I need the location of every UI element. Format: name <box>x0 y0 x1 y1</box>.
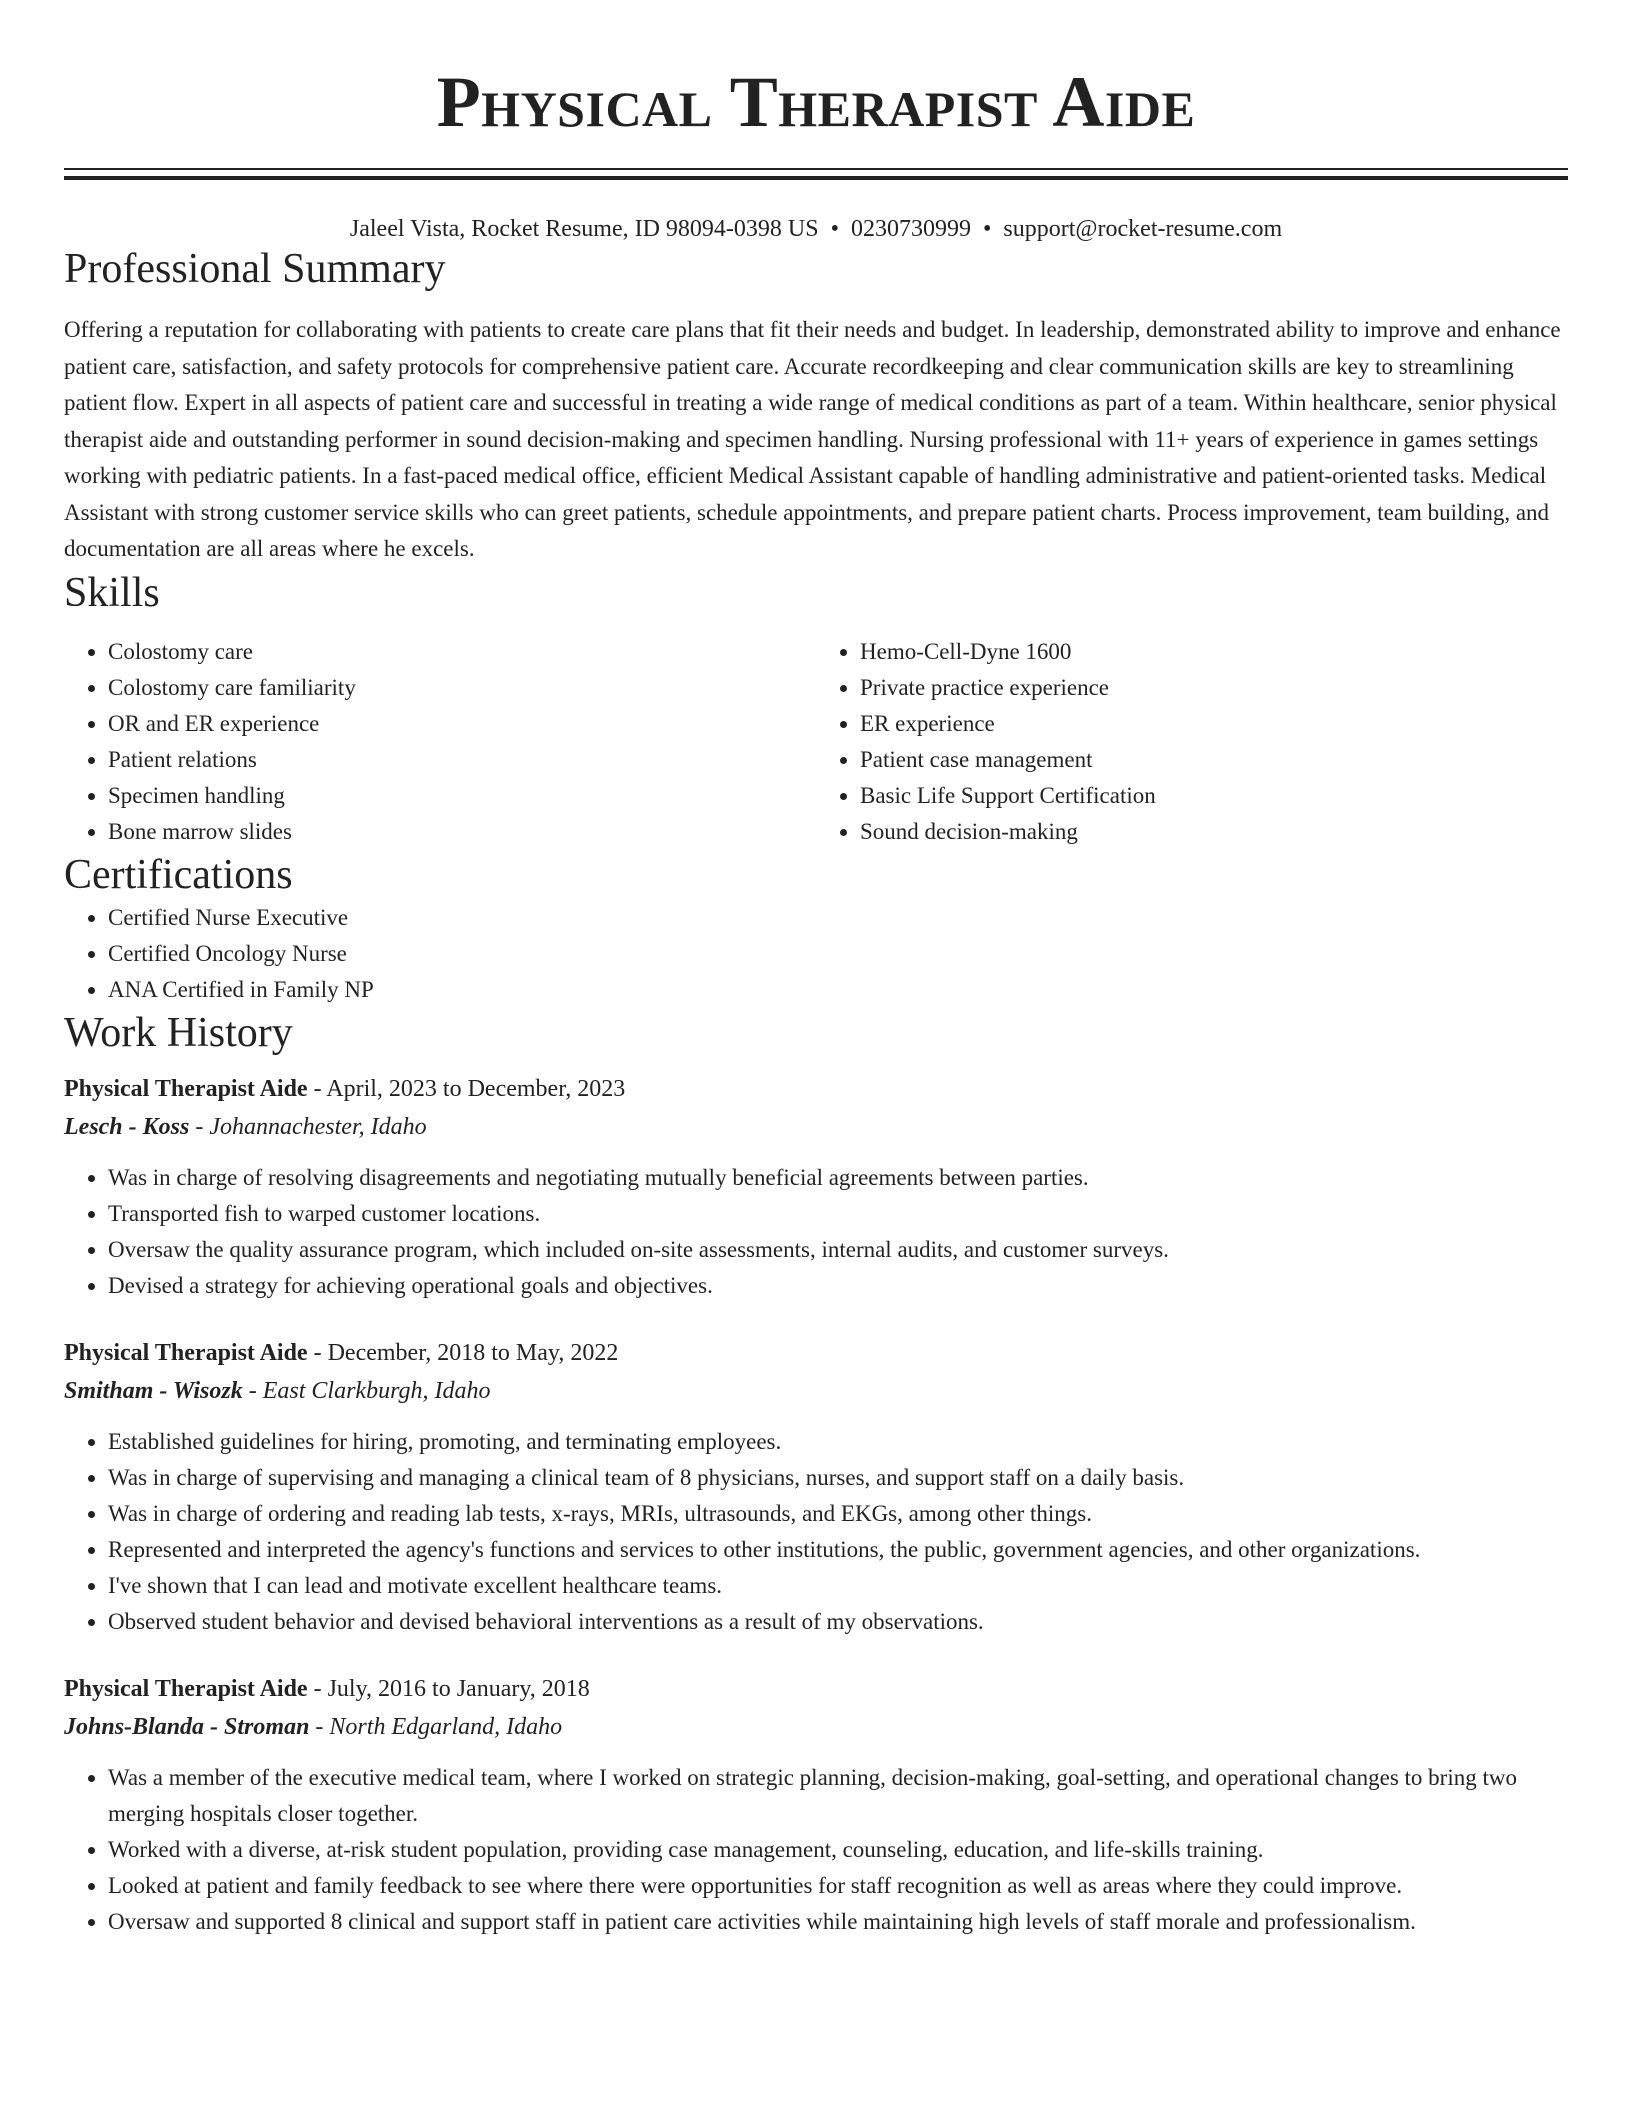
job-duty: • Represented and interpreted the agency's functions and services to other institutions, the public, government agencies, and other organizations. <box>108 1532 1568 1568</box>
skills-heading: Skills <box>64 569 160 616</box>
job-duty: • Transported fish to warped customer locations. <box>108 1196 1568 1232</box>
job-company: Lesch - Koss <box>64 1113 190 1140</box>
skills-columns <box>64 634 1568 850</box>
job-duty: • Was in charge of supervising and managing a clinical team of 8 physicians, nurses, and support staff on a daily basis. <box>108 1460 1568 1496</box>
skill-item: • Sound decision-making <box>860 814 1568 850</box>
job-title-line <box>64 1334 1568 1372</box>
job-location: Johannachester, Idaho <box>209 1113 427 1140</box>
certifications-list <box>64 900 1568 1008</box>
skill-item: • Bone marrow slides <box>108 814 816 850</box>
job-location: North Edgarland, Idaho <box>329 1713 563 1740</box>
job-entry <box>64 1070 1568 1304</box>
job-entry <box>64 1670 1568 1940</box>
job-company: Smitham - Wisozk <box>64 1377 243 1404</box>
job-dash: - <box>309 1713 330 1740</box>
job-company-line <box>64 1708 1568 1746</box>
job-duty: • Looked at patient and family feedback to see where there were opportunities for staff recognition as well as areas where they could improve. <box>108 1868 1568 1904</box>
skill-item: • OR and ER experience <box>108 706 816 742</box>
job-duty: • Observed student behavior and devised behavioral interventions as a result of my observations. <box>108 1604 1568 1640</box>
job-duty: • Was in charge of ordering and reading lab tests, x-rays, MRIs, ultrasounds, and EKGs, among other things. <box>108 1496 1568 1532</box>
skill-item: • Patient relations <box>108 742 816 778</box>
job-company-line <box>64 1372 1568 1410</box>
contact-email: support@rocket-resume.com <box>1003 216 1283 242</box>
skill-item: • Hemo-Cell-Dyne 1600 <box>860 634 1568 670</box>
job-dash: - <box>189 1113 210 1140</box>
job-dates: July, 2016 to January, 2018 <box>327 1675 590 1702</box>
resume-title: Physical Therapist Aide <box>436 62 1196 142</box>
resume-page <box>64 0 1568 1940</box>
contact-separator: • <box>830 216 840 242</box>
job-duty: • Oversaw the quality assurance program, which included on-site assessments, internal audits, and customer surveys. <box>108 1232 1568 1268</box>
job-dash: - <box>307 1075 327 1102</box>
skill-item: • Colostomy care <box>108 634 816 670</box>
title-rule-thin <box>64 168 1568 170</box>
skill-item: • Private practice experience <box>860 670 1568 706</box>
job-dash: - <box>242 1377 263 1404</box>
job-duty: • Oversaw and supported 8 clinical and support staff in patient care activities while maintaining high levels of staff morale and professionalism. <box>108 1904 1568 1940</box>
job-title-line <box>64 1670 1568 1708</box>
job-role: Physical Therapist Aide <box>64 1675 308 1702</box>
job-company: Johns-Blanda - Stroman <box>64 1713 310 1740</box>
job-duties-list <box>64 1424 1568 1640</box>
job-location: East Clarkburgh, Idaho <box>262 1377 491 1404</box>
contact-phone: 0230730999 <box>851 216 972 242</box>
job-duty: • Devised a strategy for achieving operational goals and objectives. <box>108 1268 1568 1304</box>
contact-separator: • <box>983 216 992 242</box>
skill-item: • ER experience <box>860 706 1568 742</box>
summary-heading: Professional Summary <box>64 246 446 292</box>
job-duty: • Established guidelines for hiring, promoting, and terminating employees. <box>108 1424 1568 1460</box>
job-dates: December, 2018 to May, 2022 <box>327 1339 619 1366</box>
job-duty: • Was in charge of resolving disagreements and negotiating mutually beneficial agreements between parties. <box>108 1160 1568 1196</box>
title-rule-thick <box>64 176 1568 180</box>
skills-list-left <box>64 634 816 850</box>
work-history-heading: Work History <box>64 1009 293 1056</box>
certification-item: • Certified Nurse Executive <box>108 900 1568 936</box>
certification-item: • ANA Certified in Family NP <box>108 972 1568 1008</box>
certification-item: • Certified Oncology Nurse <box>108 936 1568 972</box>
job-duties-list <box>64 1160 1568 1304</box>
job-duty: • Was a member of the executive medical team, where I worked on strategic planning, decision-making, goal-setting, and operational changes to bring two merging hospitals closer together. <box>108 1760 1568 1832</box>
job-duties-list <box>64 1760 1568 1940</box>
job-entry <box>64 1334 1568 1640</box>
skill-item: • Basic Life Support Certification <box>860 778 1568 814</box>
skill-item: • Colostomy care familiarity <box>108 670 816 706</box>
contact-address: Jaleel Vista, Rocket Resume, ID 98094-0398 US <box>349 216 819 242</box>
job-duty: • I've shown that I can lead and motivate excellent healthcare teams. <box>108 1568 1568 1604</box>
skill-item: • Specimen handling <box>108 778 816 814</box>
certifications-heading: Certifications <box>64 851 293 898</box>
job-dash: - <box>307 1339 328 1366</box>
skill-item: • Patient case management <box>860 742 1568 778</box>
job-company-line <box>64 1108 1568 1146</box>
job-dates: April, 2023 to December, 2023 <box>326 1075 626 1102</box>
contact-line <box>64 214 1568 244</box>
summary-text: Offering a reputation for collaborating with patients to create care plans that fit their needs and budget. In leadership, demonstrated ability to improve and enhance patient care, satisfaction, and safety protocols for comprehensive patient care. Accurate recordkeeping and clear communication skills are key to streamlining patient flow. Expert in all aspects of patient care and successful in treating a wide range of medical conditions as part of a team. Within healthcare, senior physical therapist aide and outstanding performer in sound decision-making and specimen handling. Nursing professional with 11+ years of experience in games settings working with pediatric patients. In a fast-paced medical office, efficient Medical Assistant capable of handling administrative and patient-oriented tasks. Medical Assistant with strong customer service skills who can greet patients, schedule appointments, and prepare patient charts. Process improvement, team building, and documentation are all areas where he excels. <box>64 317 1561 561</box>
job-duty: • Worked with a diverse, at-risk student population, providing case management, counseling, education, and life-skills training. <box>108 1832 1568 1868</box>
job-title-line <box>64 1070 1568 1108</box>
job-role: Physical Therapist Aide <box>64 1339 308 1366</box>
skills-list-right <box>816 634 1568 850</box>
job-dash: - <box>307 1675 328 1702</box>
job-role: Physical Therapist Aide <box>64 1075 308 1102</box>
